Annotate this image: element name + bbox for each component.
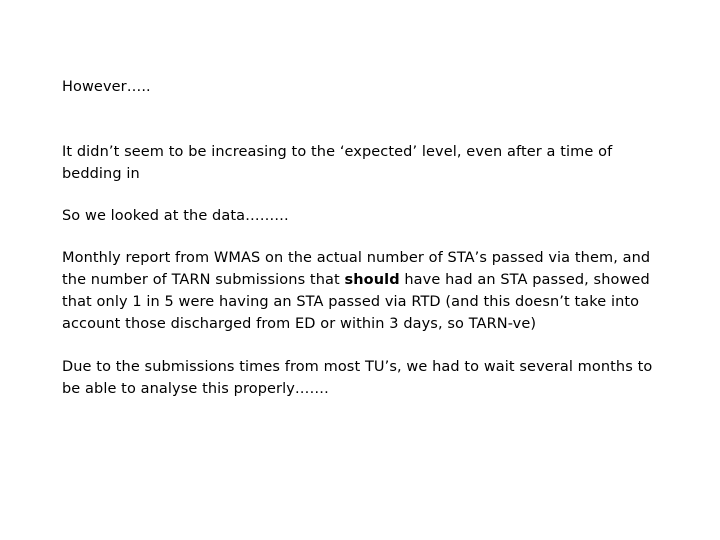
paragraph-monthly-report — [62, 247, 662, 335]
paragraph-submission-times: Due to the submissions times from most TU’s, we had to wait several months to be able to analyse this properly……. — [62, 359, 653, 397]
emphasis-should: should — [344, 272, 400, 288]
monthly-report-text-start: Monthly report from WMAS on the actual number of STA’s passed via them, and the number of TARN submissions that — [62, 250, 651, 288]
paragraph-looked-at-data: So we looked at the data……… — [62, 208, 289, 224]
monthly-report-text-end: have had an STA passed, showed that only 1 in 5 were having an STA passed via RTD (and this doesn’t take into account those discharged from ED or within 3 days, so TARN-ve) — [62, 272, 650, 332]
paragraph-however: However….. — [62, 79, 151, 95]
paragraph-not-increasing: It didn’t seem to be increasing to the ‘expected’ level, even after a time of bedding in — [62, 144, 613, 182]
